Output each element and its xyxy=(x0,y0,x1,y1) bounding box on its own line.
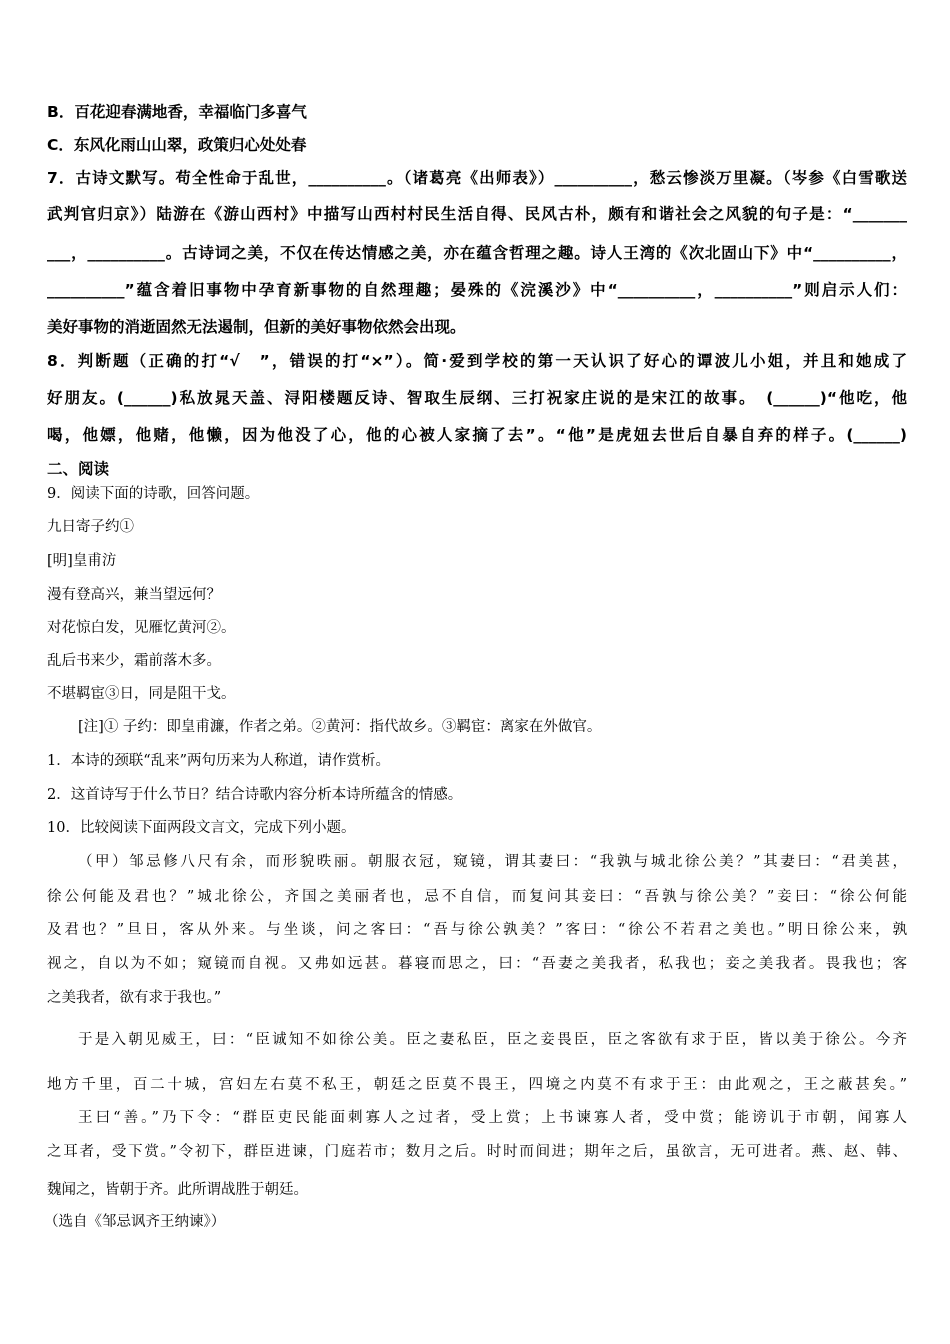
poem-line: 乱后书来少，霜前落木多。 xyxy=(47,653,221,669)
text-line: 喝，他嫖，他赌，他懒，因为他没了心，他的心被人家摘了去”。“他”是虎妞去世后自暴自弃的样子。(______) xyxy=(47,426,907,444)
text-line: 武判官归京》）陆游在《游山西村》中描写山西村村民生活自得、民风古朴，颇有和谐社会之风貌的句子是：“_______ xyxy=(47,205,907,223)
text-line: 8．判断题（正确的打“√ ”，错误的打“×”）。简·爱到学校的第一天认识了好心的谭波儿小姐，并且和她成了 xyxy=(47,352,907,370)
poem-line: 漫有登高兴，兼当望远何？ xyxy=(47,587,221,603)
passage-line: 地方千里，百二十城，宫妇左右莫不私王，朝廷之臣莫不畏王，四境之内莫不有求于王：由此观之，王之蔽甚矣。” xyxy=(47,1077,907,1093)
text-line: __________”蕴含着旧事物中孕育新事物的自然理趣；晏殊的《浣溪沙》中“__________，__________”则启示人们： xyxy=(47,281,907,299)
poem-title: 九日寄子约① xyxy=(47,519,134,535)
option-b: B．百花迎春满地香，幸福临门多喜气 xyxy=(47,103,307,121)
sub-question: 2．这首诗写于什么节日？结合诗歌内容分析本诗所蕴含的情感。 xyxy=(47,787,463,803)
option-c: C．东风化雨山山翠，政策归心处处春 xyxy=(47,136,307,154)
sub-question: 1．本诗的颈联“乱来”两句历来为人称道，请作赏析。 xyxy=(47,753,391,769)
passage-line: 于是入朝见威王，曰：“臣诚知不如徐公美。臣之妻私臣，臣之妾畏臣，臣之客欲有求于臣，皆以美于徐公。今齐 xyxy=(78,1032,907,1048)
section-heading-reading: 二、阅读 xyxy=(47,460,110,478)
poem-note: [注]① 子约：即皇甫濂，作者之弟。②黄河：指代故乡。③羁宦：离家在外做官。 xyxy=(78,719,602,735)
poem-author: [明]皇甫汸 xyxy=(47,553,117,569)
passage-line: 及君也？”旦日，客从外来。与坐谈，问之客曰：“吾与徐公孰美？”客曰：“徐公不若君之美也。”明日徐公来，孰 xyxy=(47,922,907,938)
text-line: 7．古诗文默写。苟全性命于乱世，__________。（诸葛亮《出师表》）__________，愁云惨淡万里凝。（岑参《白雪歌送 xyxy=(47,169,907,187)
text-line: 美好事物的消逝固然无法遏制，但新的美好事物依然会出现。 xyxy=(47,318,466,336)
question-9-prompt: 9．阅读下面的诗歌，回答问题。 xyxy=(47,486,260,502)
poem-line: 不堪羁宦③日，同是阻干戈。 xyxy=(47,686,236,702)
poem-line: 对花惊白发，见雁忆黄河②。 xyxy=(47,620,236,636)
passage-line: 视之，自以为不如；窥镜而自视。又弗如远甚。暮寝而思之，曰：“吾妻之美我者，私我也；妾之美我者。畏我也；客 xyxy=(47,956,907,972)
passage-line: 徐公何能及君也？”城北徐公，齐国之美丽者也，忌不自信，而复问其妾曰：“吾孰与徐公美？”妾曰：“徐公何能 xyxy=(47,889,907,905)
text-line: 好朋友。(______)私放晁天盖、浔阳楼题反诗、智取生辰纲、三打祝家庄说的是宋江的故事。 (______)“他吃，他 xyxy=(47,389,907,407)
passage-line: （甲）邹忌修八尺有余，而形貌昳丽。朝服衣冠，窥镜，谓其妻曰：“我孰与城北徐公美？”其妻曰：“君美甚， xyxy=(78,854,907,870)
passage-source: （选自《邹忌讽齐王纳谏》） xyxy=(44,1214,226,1230)
question-10-prompt: 10．比较阅读下面两段文言文，完成下列小题。 xyxy=(47,820,356,836)
passage-line: 王曰“善。”乃下令：“群臣吏民能面刺寡人之过者，受上赏；上书谏寡人者，受中赏；能谤讥于市朝，闻寡人 xyxy=(78,1110,907,1126)
passage-line: 之美我者，欲有求于我也。” xyxy=(47,990,222,1006)
passage-line: 魏闻之，皆朝于齐。此所谓战胜于朝廷。 xyxy=(47,1182,308,1198)
text-line: ___，__________。古诗词之美，不仅在传达情感之美，亦在蕴含哲理之趣。诗人王湾的《次北固山下》中“__________， xyxy=(47,244,907,262)
passage-line: 之耳者，受下赏。”令初下，群臣进谏，门庭若市；数月之后。时时而间进；期年之后，虽欲言，无可进者。燕、赵、韩、 xyxy=(47,1144,907,1160)
